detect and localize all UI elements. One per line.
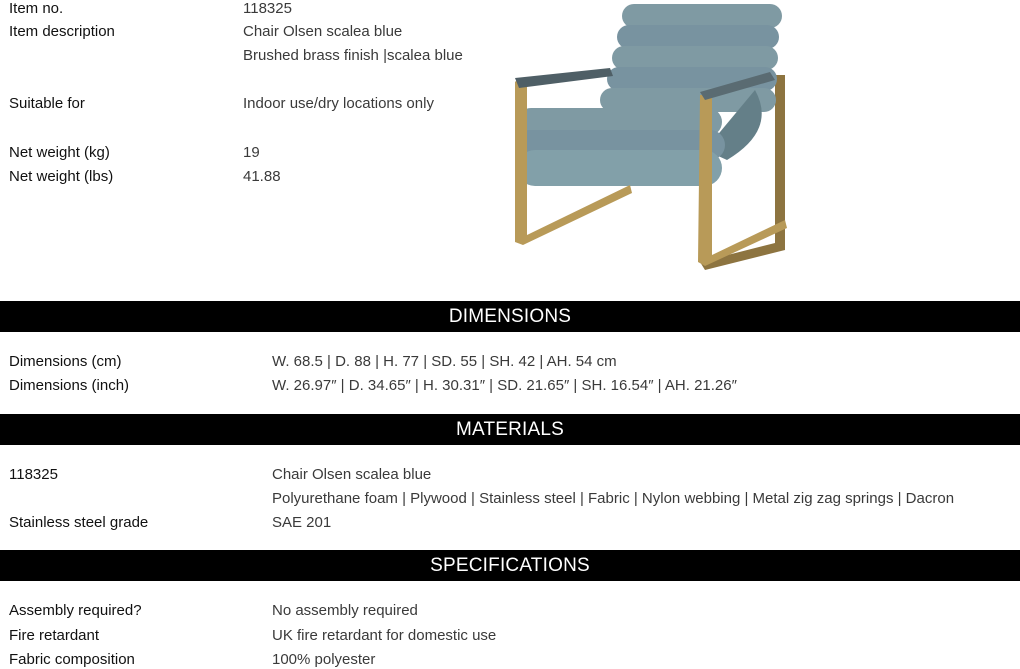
net-weight-lbs-label: Net weight (lbs) [9,168,114,185]
materials-heading: MATERIALS [0,414,1020,445]
item-description-label: Item description [9,23,115,40]
item-no-label: Item no. [9,0,64,17]
dimensions-inch-value: W. 26.97″ | D. 34.65″ | H. 30.31″ | SD. 21.65″ | SH. 16.54″ | AH. 21.26″ [272,377,737,394]
fabric-composition-value: 100% polyester [272,651,376,668]
dimensions-cm-label: Dimensions (cm) [9,353,122,370]
dimensions-inch-label: Dimensions (inch) [9,377,130,394]
dimensions-cm-value: W. 68.5 | D. 88 | H. 77 | SD. 55 | SH. 42 | AH. 54 cm [272,353,617,370]
suitable-for-label: Suitable for [9,95,85,112]
specifications-heading: SPECIFICATIONS [0,550,1020,581]
materials-item-line1: Chair Olsen scalea blue [272,466,432,483]
materials-item-line2: Polyurethane foam | Plywood | Stainless steel | Fabric | Nylon webbing | Metal zig zag springs | Dacron [272,490,955,507]
suitable-for-value: Indoor use/dry locations only [243,95,434,112]
fire-retardant-label: Fire retardant [9,627,100,644]
dimensions-heading: DIMENSIONS [0,301,1020,332]
item-no-value: 118325 [243,0,292,17]
item-description-line2: Brushed brass finish |scalea blue [243,47,463,64]
assembly-value: No assembly required [272,602,418,619]
item-description-line1: Chair Olsen scalea blue [243,23,403,40]
net-weight-kg-label: Net weight (kg) [9,144,110,161]
chair-armrest-left [515,68,613,88]
fabric-composition-label: Fabric composition [9,651,135,668]
stainless-grade-label: Stainless steel grade [9,514,149,531]
net-weight-kg-value: 19 [243,144,260,161]
fire-retardant-value: UK fire retardant for domestic use [272,627,497,644]
assembly-label: Assembly required? [9,602,142,619]
stainless-grade-value: SAE 201 [272,514,332,531]
chair-product-image [505,0,805,275]
net-weight-lbs-value: 41.88 [243,168,281,185]
materials-item-label: 118325 [9,466,58,483]
